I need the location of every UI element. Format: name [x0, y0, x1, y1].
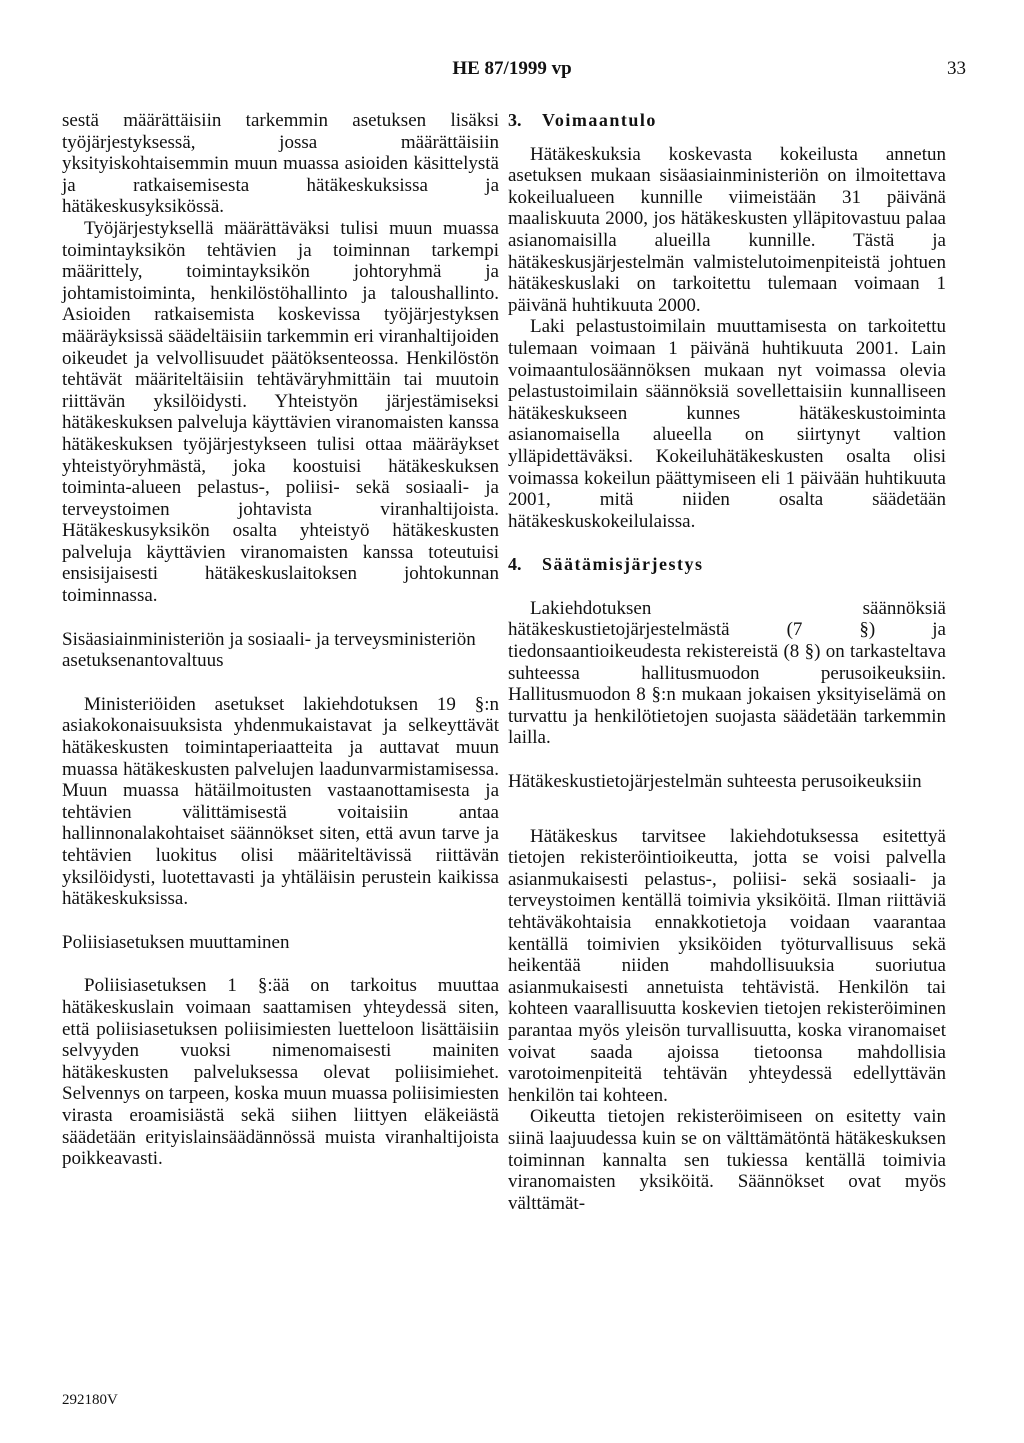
paragraph: Hätäkeskus tarvitsee lakiehdotuksessa esitettyä tietojen rekisteröintioikeutta, jotta se voisi palvella asianmukaisesti pelastus-, poliisi- sekä sosiaali- ja terveystoimen kentällä toimivia yksiköitä. Ilman riittäviä tehtäväkohtaisia ennakkotietoja voidaan vaarantaa kentällä toimivien yksiköiden työturvallisuus sekä heikentää niiden mahdollisuuksia suoriutua asianmukaisesti annetuista tehtävistä. Henkilön tai kohteen vaarallisuutta koskevien tietojen rekisteröiminen parantaa myös yleisön turvallisuutta, koska viranomaiset voivat saada ajoissa tietoonsa mahdollisia varotoimenpiteitä tehtävän yhteydessä edellyttävän henkilön tai kohteen.	[508, 825, 946, 1106]
document-id-header: HE 87/1999 vp	[452, 58, 572, 79]
subheading: Hätäkeskustietojärjestelmän suhteesta perusoikeuksiin	[508, 771, 922, 793]
section-title: Voimaantulo	[542, 110, 657, 130]
page-number: 33	[947, 58, 966, 79]
paragraph: Laki pelastustoimilain muuttamisesta on tarkoitettu tulemaan voimaan 1 päivänä huhtikuuta 2001. Lain voimaantulosäännöksen mukaan nyt voimassa olevia pelastustoimilain säännöksiä sovellettaisiin kunnalliseen hätäkeskukseen kunnes hätäkeskustoiminta asianomaisella alueella on siirtynyt valtion ylläpidettäväksi. Kokeiluhätäkeskusten osalta olisi voimassa kokeilun päättymiseen eli 1 päivään huhtikuuta 2001, mitä niiden osalta säädetään hätäkeskuskokeilulaissa.	[508, 316, 946, 532]
section-heading	[508, 554, 946, 576]
paragraph: Poliisiasetuksen 1 §:ää on tarkoitus muuttaa hätäkeskuslain voimaan saattamisen yhteydessä siten, että poliisiasetuksen poliisimiesten luetteloon lisättäisiin selvyyden vuoksi nimenomaisesti mainiten hätäkeskusten palveluksessa olevat poliisimiehet. Selvennys on tarpeen, koska muun muassa poliisimiesten virasta eroamisiästä sekä siihen liittyen eläkeiästä säädetään erityislainsäädännössä muista viranhaltijoista poikkeavasti.	[62, 975, 499, 1170]
left-column	[62, 110, 499, 1170]
section-title: Säätämisjärjestys	[542, 554, 704, 575]
paragraph: Työjärjestyksellä määrättäväksi tulisi muun muassa toimintayksikön tehtävien ja toiminnan tarkempi määrittely, toimintayksikön johtoryhmä ja johtamistoiminta, henkilöstöhallinto ja taloushallinto. Asioiden ratkaisemista koskevissa työjärjestyksen määräyksissä säädeltäisiin tarkemmin eri viranhaltijoiden oikeudet ja velvollisuudet päätöksenteossa. Henkilöstön tehtävät määriteltäisiin tehtäväryhmittäin tai muutoin riittävän yksilöidysti. Yhteistyön järjestämiseksi hätäkeskuksen palveluja käyttävien viranomaisten kanssa hätäkeskuksen työjärjestykseen tulisi ottaa määräykset yhteistyöryhmästä, joka koostuisi hätäkeskuksen toiminta-alueen pelastus-, poliisi- sekä sosiaali- ja terveystoimen johtavista viranhaltijoista. Hätäkeskusyksikön osalta yhteistyö hätäkeskusten palveluja käyttävien viranomaisten kanssa toteutuisi ensisijaisesti hätäkeskuslaitoksen johtokunnan toiminnassa.	[62, 217, 499, 607]
print-code: 292180V	[62, 1392, 118, 1408]
paragraph: Lakiehdotuksen säännöksiä hätäkeskustietojärjestelmästä (7 §) ja tiedonsaantioikeudesta rekistereistä (8 §) on tarkasteltava suhteessa hallitusmuodon perusoikeuksiin. Hallitusmuodon 8 §:n mukaan jokaisen yksityiselämä on turvattu ja henkilötietojen suojasta säädetään tarkemmin lailla.	[508, 597, 946, 749]
section-number: 3.	[508, 110, 522, 130]
paragraph: Ministeriöiden asetukset lakiehdotuksen 19 §:n asiakokonaisuuksista yhdenmukaistavat ja selkeyttävät hätäkeskusten toimintaperiaatteita ja auttavat muun muassa hätäkeskusten palvelujen laadunvarmistamisessa. Muun muassa hätäilmoitusten vastaanottamisesta ja tehtävien välittämisestä voitaisiin antaa hallinnonalakohtaiset säännökset siten, että avun tarve ja tehtävien luokitus olisi määriteltävissä riittävän yksilöidysti, luotettavasti ja yhtäläisin perustein kaikissa hätäkeskuksissa.	[62, 693, 499, 910]
right-column	[508, 110, 946, 1214]
paragraph: sestä määrättäisiin tarkemmin asetuksen lisäksi työjärjestyksessä, jossa määrättäisiin yksityiskohtaisemmin muun muassa asioiden käsittelystä ja ratkaisemisesta hätäkeskuksissa ja hätäkeskusyksikössä.	[62, 110, 499, 218]
section-heading	[508, 110, 946, 132]
subheading: Sisäasiainministeriön ja sosiaali- ja terveysministeriön asetuksenantovaltuus	[62, 628, 476, 672]
paragraph: Oikeutta tietojen rekisteröimiseen on esitetty vain siinä laajuudessa kuin se on välttämätöntä hätäkeskuksen toiminnan kannalta sen tukiessa kentällä toimivia viranomaisten yksiköitä. Säännökset ovat myös välttämät-	[508, 1106, 946, 1214]
subheading: Poliisiasetuksen muuttaminen	[62, 931, 290, 953]
paragraph: Hätäkeskuksia koskevasta kokeilusta annetun asetuksen mukaan sisäasiainministeriön on ilmoitettava kokeilualueen kunnille viimeistään 31 päivänä maaliskuuta 2000, jos hätäkeskusten ylläpitovastuu palaa asianomaisilla alueilla kunnille. Tästä ja hätäkeskusjärjestelmän valmistelutoimenpiteistä johtuen hätäkeskuslaki on tarkoitettu tulemaan voimaan 1 päivänä huhtikuuta 2000.	[508, 143, 946, 316]
section-number: 4.	[508, 554, 522, 575]
